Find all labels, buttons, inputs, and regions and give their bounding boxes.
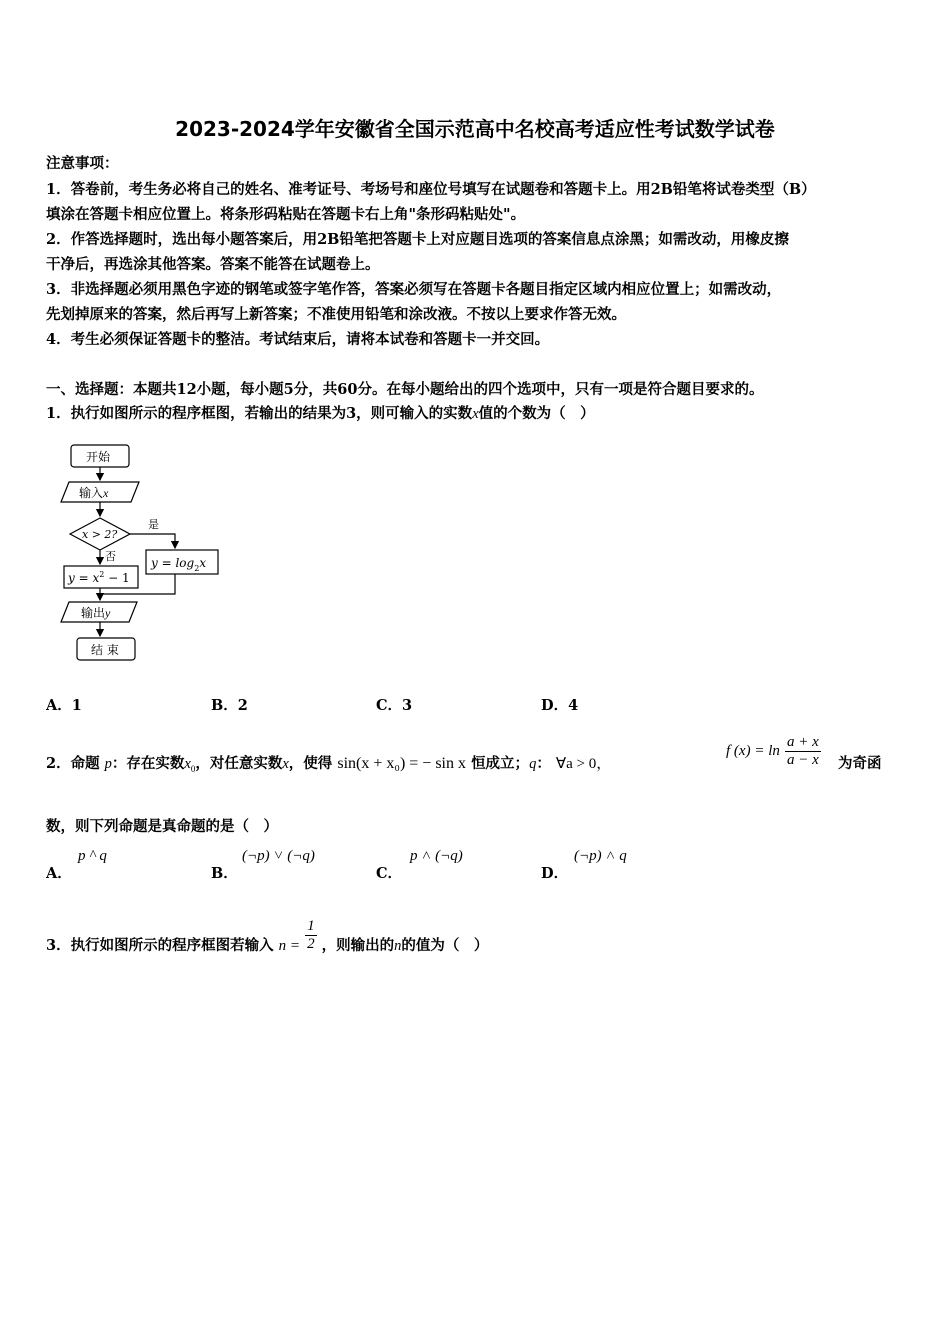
q2-option-a-expr: p ^ q (78, 848, 107, 864)
flowchart-start-label: 开始 (86, 450, 111, 464)
flowchart-yes-label: 是 (148, 518, 159, 531)
q2-function: f (x) = ln $\frac{a + x}{a - x}$ (726, 734, 819, 768)
q2-line2: 数，则下列命题是真命题的是（ ） (46, 818, 278, 835)
notice-line: 3．非选择题必须用黑色字迹的钢笔或签字笔作答，答案必须写在答题卡各题目指定区域内相应位置上；如需改动， (46, 281, 782, 298)
q2-option-b-label: B． (211, 865, 238, 882)
question-1: 1．执行如图所示的程序框图，若输出的结果为3，则可输入的实数x值的个数为（ ） (46, 405, 595, 422)
flowchart-no-label: 否 (105, 550, 116, 563)
q2-odd-label: 为奇函 (838, 755, 882, 772)
q2-option-d-expr: (¬p) ˄ q (574, 848, 627, 864)
q2-option-a-label: A． (46, 865, 72, 882)
q1-option-a: A．1 (46, 697, 82, 714)
flowchart-square-label: $y = x^2 - 1$ (68, 570, 130, 585)
notice-line: 4．考生必须保证答题卡的整洁。考试结束后，请将本试卷和答题卡一并交回。 (46, 331, 550, 348)
notice-line: 干净后，再选涂其他答案。答案不能答在试题卷上。 (46, 256, 380, 273)
q2-option-c-label: C． (376, 865, 403, 882)
q2-option-c-expr: p ˄ (¬q) (410, 848, 463, 864)
flowchart-output-label: 输出y (81, 606, 111, 620)
q1-option-c: C．3 (376, 697, 413, 714)
q1-option-d: D．4 (541, 697, 579, 714)
q1-option-b: B．2 (211, 697, 248, 714)
section-heading: 一、选择题：本题共12小题，每小题5分，共60分。在每小题给出的四个选项中，只有一项是符合题目要求的。 (46, 381, 764, 398)
flowchart-diagram (55, 440, 235, 670)
flowchart-input-label: 输入x (79, 486, 109, 500)
notice-line: 先划掉原来的答案，然后再写上新答案；不准使用铅笔和涂改液。不按以上要求作答无效。 (46, 306, 626, 323)
question-2: 2．命题 p：存在实数$x_0$，对任意实数x，使得 sin(x + x₀) = − sin x 恒成立；q： ∀a > 0， (46, 755, 612, 774)
notice-line: 1．答卷前，考生务必将自己的姓名、准考证号、考场号和座位号填写在试题卷和答题卡上。用2B铅笔将试卷类型（B） (46, 181, 816, 198)
page-title: 2023-2024学年安徽省全国示范高中名校高考适应性考试数学试卷 (175, 117, 775, 141)
notice-line: 填涂在答题卡相应位置上。将条形码粘贴在答题卡右上角"条形码粘贴处"。 (46, 206, 526, 223)
flowchart-log-label: $y = \log_2x$ (151, 556, 207, 573)
notice-heading: 注意事项： (46, 155, 119, 172)
flowchart-condition: x > 2? (82, 528, 118, 541)
q2-option-b-expr: (¬p) ˅ (¬q) (242, 848, 315, 864)
question-3: 3．执行如图所示的程序框图若输入 n = $\frac{1}{2}$ ，则输出的n的值为（ ） (46, 917, 489, 954)
q2-option-d-label: D． (541, 865, 569, 882)
notice-line: 2．作答选择题时，选出每小题答案后，用2B铅笔把答题卡上对应题目选项的答案信息点涂黑；如需改动，用橡皮擦 (46, 231, 789, 248)
flowchart-end-label: 结 束 (91, 643, 119, 657)
q2-equation: sin(x + x₀) = − sin x (337, 755, 466, 772)
